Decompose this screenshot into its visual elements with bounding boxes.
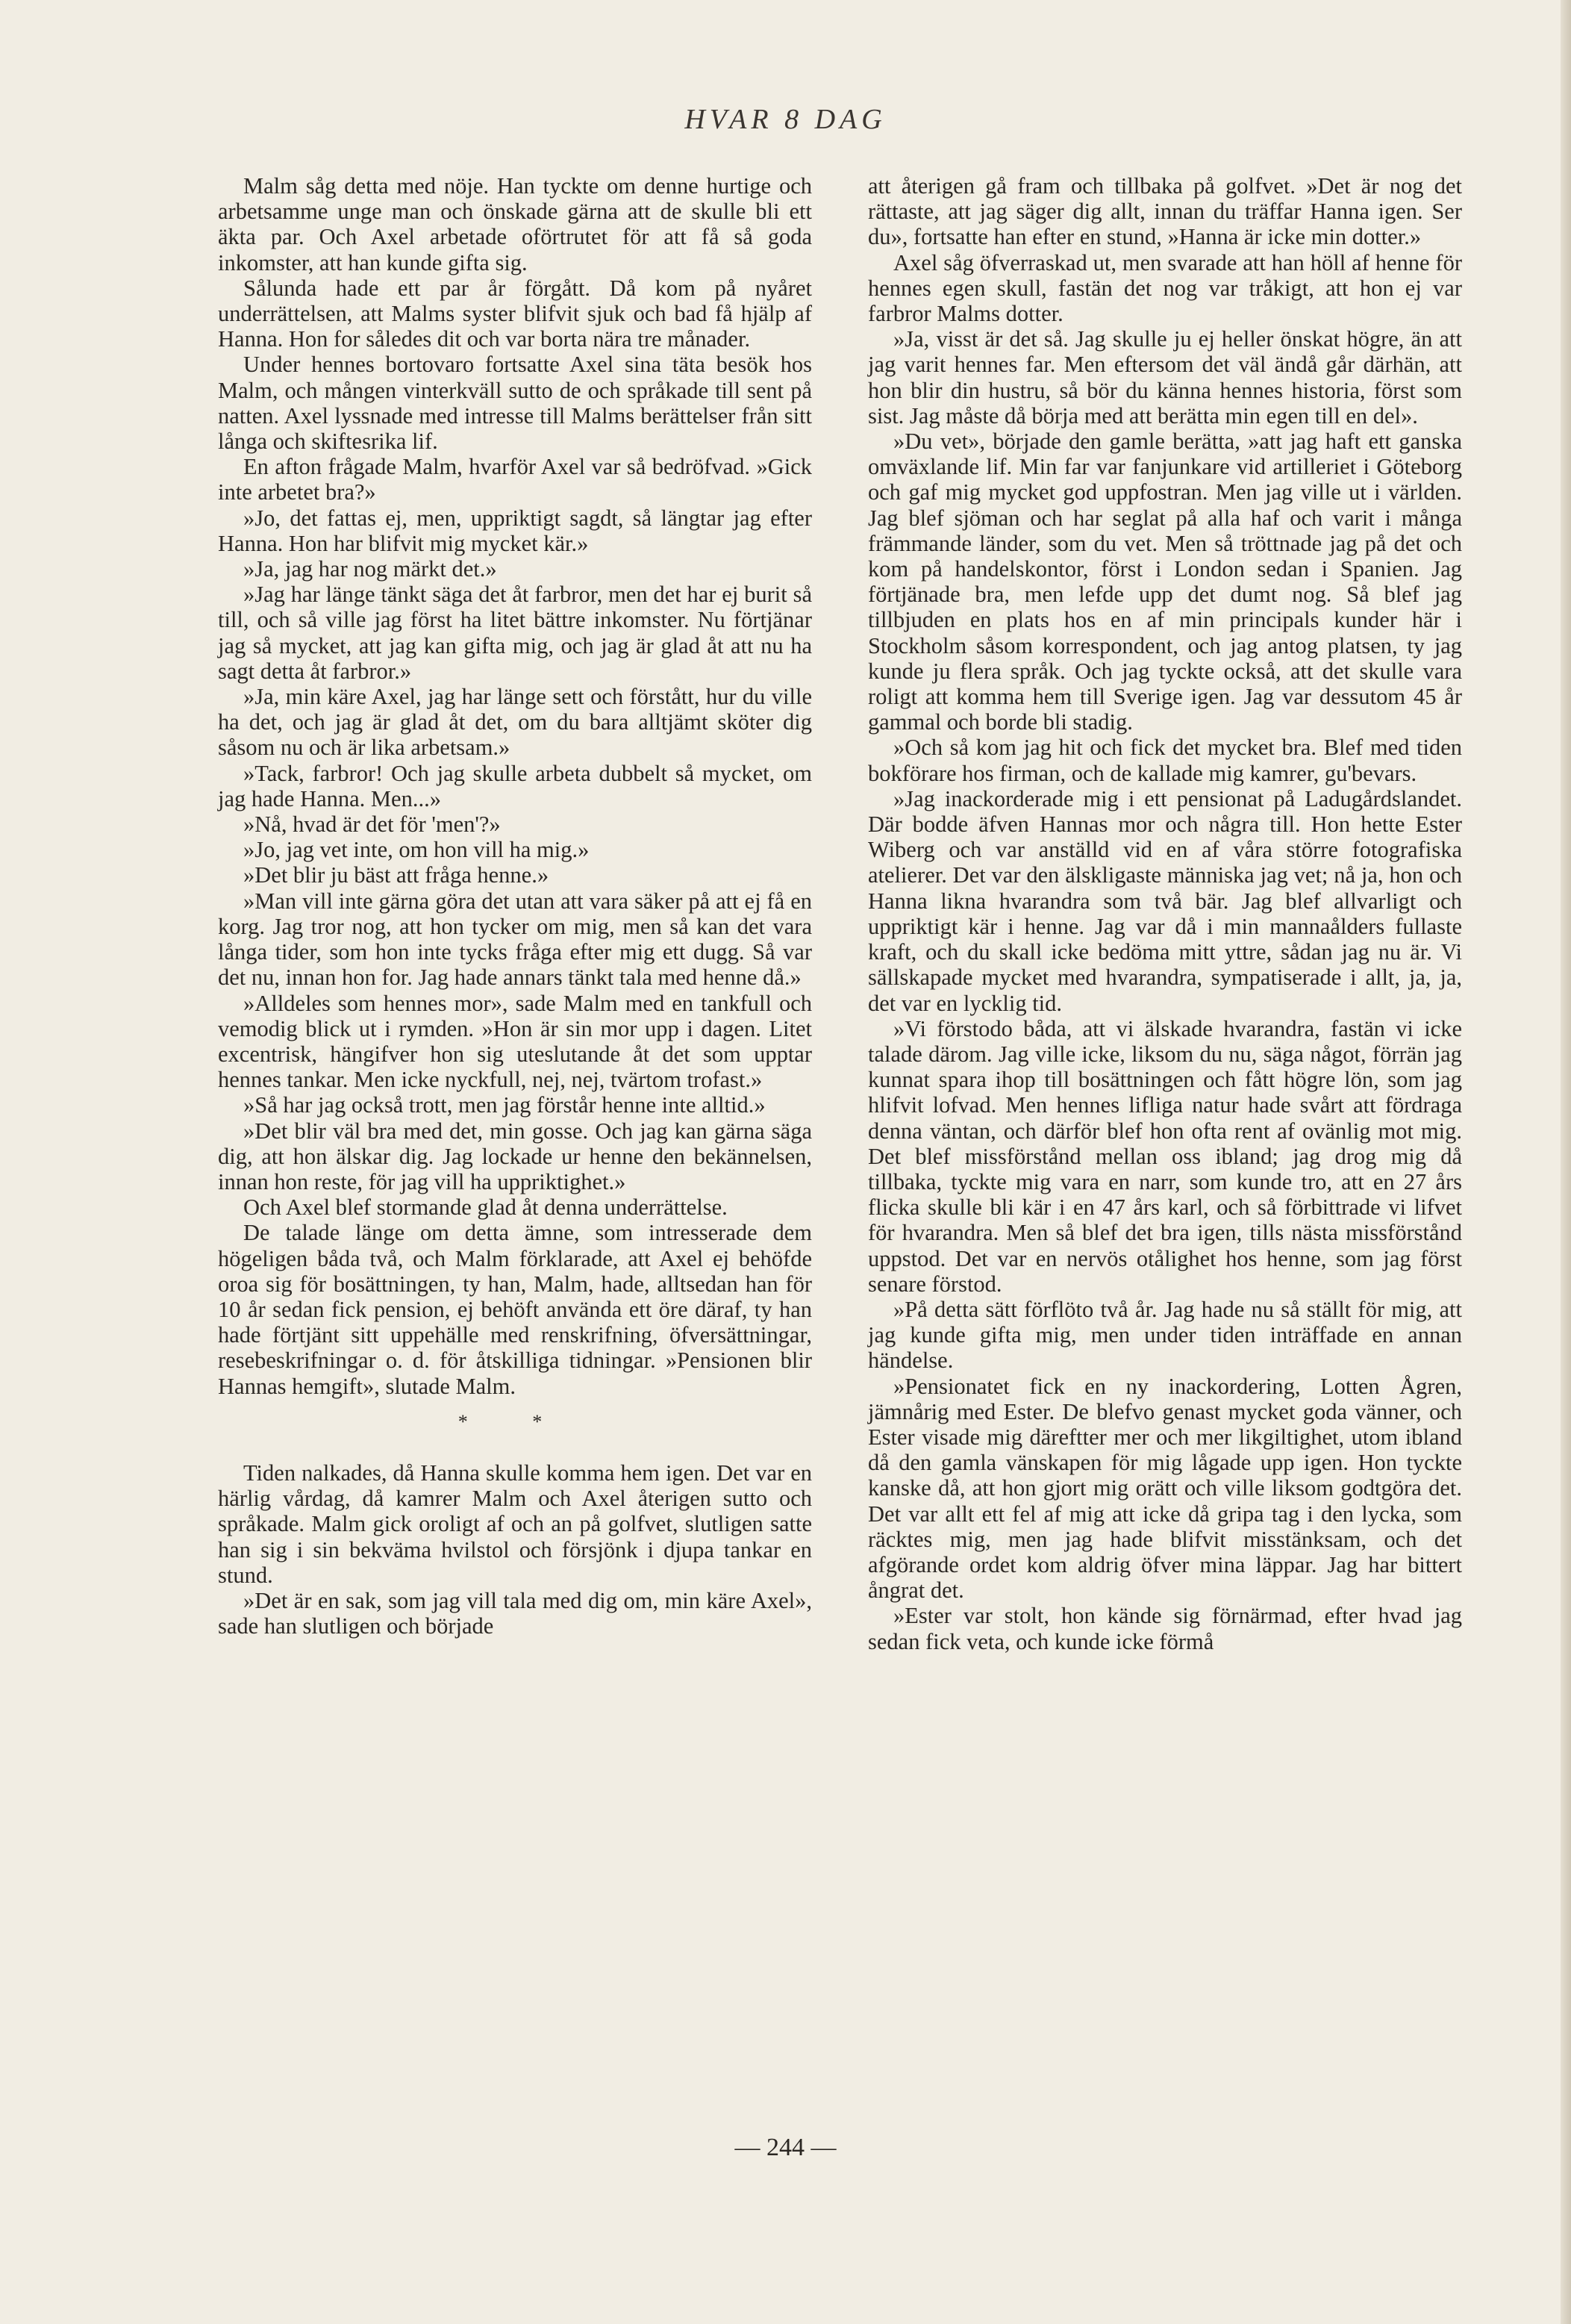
paragraph: »Det blir väl bra med det, min gosse. Och jag kan gärna säga dig, att hon älskar dig. Jag lockade ur henne den bekännelsen, innan hon reste, för jag vill ha uppriktighet.» [218,1118,812,1194]
paragraph: »Ja, visst är det så. Jag skulle ju ej heller önskat högre, än att jag varit hennes far. Men eftersom det väl ändå går därhän, att hon blir din hustru, så bör du känna hennes historia, först som sist. Jag måste då börja med att berätta min egen till en del». [868,326,1462,429]
paragraph: Axel såg öfverraskad ut, men svarade att han höll af henne för hennes egen skull, fastän det nog var tråkigt, att hon ej var farbror Malms dotter. [868,249,1462,327]
paragraph: »Så har jag också trott, men jag förstår henne inte alltid.» [243,1092,766,1118]
right-text-column [868,173,1462,1654]
paragraph: »Jo, det fattas ej, men, uppriktigt sagdt, så längtar jag efter Hanna. Hon har blifvit mig mycket kär.» [218,505,812,556]
paragraph: Tiden nalkades, då Hanna skulle komma hem igen. Det var en härlig vårdag, då kamrer Malm och Axel återigen sutto och språkade. Malm gick oroligt af och an på golfvet, slutligen satte han sig i sin bekväma hvilstol och försjönk i djupa tankar en stund. [218,1459,812,1588]
paragraph: »Nå, hvad är det för 'men'?» [243,811,501,838]
page-edge [1561,0,1571,2324]
running-header: HVAR 8 DAG [684,104,887,135]
paragraph: »Tack, farbror! Och jag skulle arbeta dubbelt så mycket, om jag hade Hanna. Men...» [218,760,812,811]
paragraph: »Pensionatet fick en ny inackordering, Lotten Ågren, jämnårig med Ester. De blefvo genast mycket goda vänner, och Ester visade mig däreftter mer och mer likgiltighet, utom ibland då den gamla vänskapen för mig lågade upp igen. Hon tyckte kanske då, att hon gjort mig orätt och ville liksom godtgöra det. Det var allt ett fel af mig att icke då gripa tag i den lycka, som räcktes mig, men jag hade blifvit misstänksam, och det afgörande ordet kom aldrig öfver mina läppar. Jag har bittert ångrat det. [868,1373,1462,1604]
paragraph: »Det är en sak, som jag vill tala med dig om, min käre Axel», sade han slutligen och började [218,1587,812,1639]
paragraph: »Ester var stolt, hon kände sig förnärmad, efter hvad jag sedan fick veta, och kunde icke förmå [868,1603,1462,1654]
paragraph: »Jag har länge tänkt säga det åt farbror, men det har ej burit så till, och så ville jag först ha litet bättre inkomster. Nu förtjänar jag så mycket, att jag kan gifta mig, och jag är glad åt att nu ha sagt detta åt farbror.» [218,582,812,684]
paragraph: »Alldeles som hennes mor», sade Malm med en tankfull och vemodig blick ut i rymden. »Hon är sin mor upp i dagen. Litet excentrisk, hängifver hon sig uteslutande åt det som upptar hennes tankar. Men icke nyckfull, nej, nej, tvärtom trofast.» [218,990,812,1093]
paragraph: »Ja, jag har nog märkt det.» [243,556,497,582]
paragraph: En afton frågade Malm, hvarför Axel var så bedröfvad. »Gick inte arbetet bra?» [218,454,812,505]
paragraph: »Jo, jag vet inte, om hon vill ha mig.» [243,837,590,863]
paragraph: Och Axel blef stormande glad åt denna underrättelse. [243,1194,728,1221]
paragraph: Under hennes bortovaro fortsatte Axel sina täta besök hos Malm, och mången vinterkväll sutto de och språkade till sent på natten. Axel lyssnade med intresse till Malms berättelser från sitt långa och skiftesrika lif. [218,352,812,455]
section-separator: * * [457,1410,572,1433]
paragraph: »På detta sätt förflöto två år. Jag hade nu så ställt för mig, att jag kunde gifta mig, men under tiden inträffade en annan händelse. [868,1296,1462,1374]
left-text-column [218,173,812,1639]
paragraph: »Man vill inte gärna göra det utan att vara säker på att ej få en korg. Jag tror nog, att hon tycker om mig, men så kan det vara långa tider, som hon inte tycks fråga efter mig ett dugg. Så var det nu, innan hon for. Jag hade annars tänkt tala med henne då.» [218,888,812,991]
paragraph: Malm såg detta med nöje. Han tyckte om denne hurtige och arbetsamme unge man och önskade gärna att de skulle bli ett äkta par. Och Axel arbetade oförtrutet för att få så goda inkomster, att han kunde gifta sig. [218,173,812,275]
paragraph: Sålunda hade ett par år förgått. Då kom på nyåret underrättelsen, att Malms syster blifvit sjuk och bad få hjälp af Hanna. Hon for således dit och var borta nära tre månader. [218,275,812,352]
paragraph: »Vi förstodo båda, att vi älskade hvarandra, fastän vi icke talade därom. Jag ville icke, liksom du nu, säga något, förrän jag kunnat spara ihop till bosättningen och fått högre lön, som jag hlifvit lofvad. Men hennes lifliga natur hade svårt att fördraga denna väntan, och därför blef hon ofta rent af ovänlig mot mig. Det blef missförstånd mellan oss ibland; jag drog mig då tillbaka, tyckte mig vara en narr, som kunde tro, att en 27 års flicka skulle bli kär i en 47 års karl, och så förbittrade vi lifvet för hvarandra. Men så blef det bra igen, tills nästa missförstånd uppstod. Det var en nervös otålighet hos henne, som jag först senare förstod. [868,1015,1462,1297]
paragraph: »Ja, min käre Axel, jag har länge sett och förstått, hur du ville ha det, och jag är glad åt det, om du bara alltjämt sköter dig såsom nu och är lika arbetsam.» [218,684,812,761]
paragraph: »Jag inackorderade mig i ett pensionat på Ladugårdslandet. Där bodde äfven Hannas mor och några till. Hon hette Ester Wiberg och var anställd vid en af våra större fotografiska atelierer. Det var den älskligaste människa jag vet; nå ja, hon och Hanna likna hvarandra som två bär. Jag blef allvarligt och uppriktigt kär i henne. Jag var då i min mannaålders fullaste kraft, och du skall icke bedöma mitt yttre, sådan jag nu är. Vi sällskapade mycket med hvarandra, sympatiserade i allt, ja, ja, det var en lycklig tid. [868,785,1462,1016]
paragraph: De talade länge om detta ämne, som intresserade dem högeligen båda två, och Malm förklarade, att Axel ej behöfde oroa sig för bosättningen, ty han, Malm, hade, alltsedan han för 10 år sedan fick pension, ej behöft använda ett öre däraf, ty han hade förtjänt sitt uppehälle med renskrifning, öfversättningar, resebeskrifningar o. d. för åtskilliga tidningar. »Pensionen blir Hannas hemgift», slutade Malm. [218,1220,812,1399]
paragraph: »Och så kom jag hit och fick det mycket bra. Blef med tiden bokförare hos firman, och de kallade mig kamrer, gu'bevars. [868,735,1462,786]
paragraph: »Det blir ju bäst att fråga henne.» [243,862,549,888]
paragraph: att återigen gå fram och tillbaka på golfvet. »Det är nog det rättaste, att jag säger dig allt, innan du träffar Hanna igen. Ser du», fortsatte han efter en stund, »Hanna är icke min dotter.» [868,173,1462,250]
page-number: — 244 — [734,2134,837,2161]
paragraph: »Du vet», började den gamle berätta, »att jag haft ett ganska omväxlande lif. Min far var fanjunkare vid artilleriet i Göteborg och gaf mig mycket god uppfostran. Men jag ville ut i världen. Jag blef sjöman och har seglat på alla haf och varit i många främmande länder, som du vet. Men så tröttnade jag på det och kom på handelskontor, först i London sedan i Spanien. Jag förtjänade bra, men lefde upp det dumt nog. Så blef jag tillbjuden en plats hos en af min principals kunder här i Stockholm såsom korrespondent, och jag antog platsen, ty jag kunde ju flera språk. Och jag tyckte också, att det skulle vara roligt att komma hem till Sverige igen. Jag var dessutom 45 år gammal och borde bli stadig. [868,429,1462,735]
